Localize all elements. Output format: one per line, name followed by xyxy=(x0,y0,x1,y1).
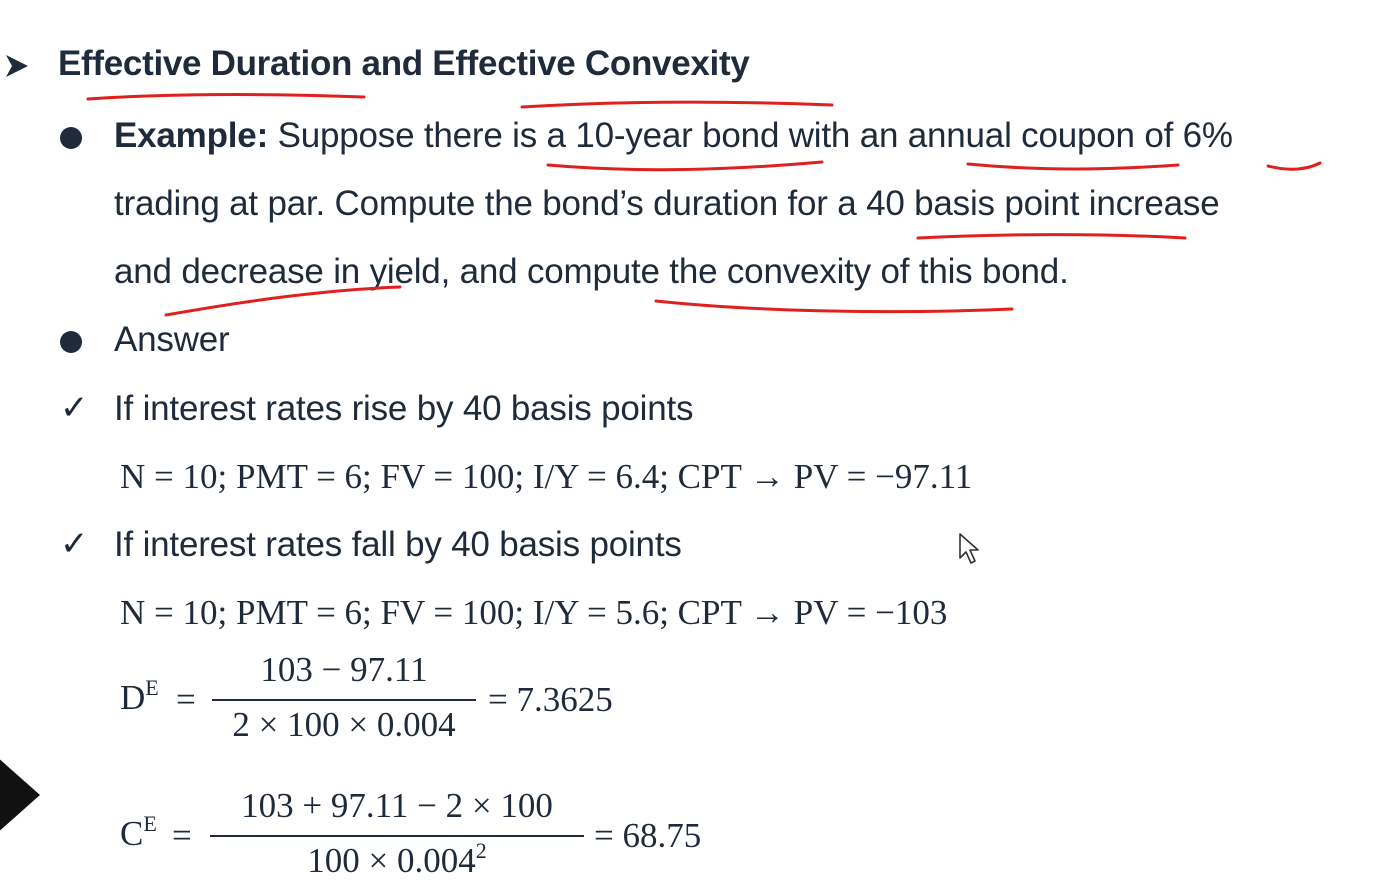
underline-effective-duration xyxy=(88,95,364,99)
convexity-denominator: $100 \times 0.004^2$ xyxy=(307,838,487,880)
convexity-symbol: $C^E$ xyxy=(120,811,157,853)
example-line-3: and decrease in yield, and compute the convexity of this bond. xyxy=(114,252,1069,291)
duration-symbol: $D^E$ xyxy=(120,675,159,717)
mouse-pointer-icon xyxy=(958,532,982,566)
example-line-2: trading at par. Compute the bond’s duration for a 40 basis point increase xyxy=(114,184,1220,223)
underline-10-year-bond xyxy=(548,162,822,170)
convexity-formula xyxy=(0,784,760,892)
duration-numerator: 103 − 97.11 xyxy=(260,650,428,689)
convexity-numerator: 103 + 97.11 − 2 × 100 xyxy=(241,786,553,825)
fall-text: If interest rates fall by 40 basis points xyxy=(114,525,682,564)
example-label: Example: xyxy=(114,116,269,155)
underline-6-percent xyxy=(1268,163,1320,169)
duration-denominator: 2 × 100 × 0.004 xyxy=(232,705,456,744)
answer-label: Answer xyxy=(114,320,230,359)
duration-result: = 7.3625 xyxy=(488,680,613,719)
section-heading: Effective Duration and Effective Convexity xyxy=(58,44,750,83)
example-text-1: Suppose there is a 10-year bond with an annual coupon of 6% xyxy=(277,116,1233,155)
checkmark-icon: ✓ xyxy=(60,525,89,563)
fraction-bar xyxy=(210,835,584,837)
dot-bullet-icon xyxy=(60,127,82,149)
duration-equals: = xyxy=(176,680,196,719)
underline-effective-convexity xyxy=(522,102,832,107)
fall-calculation: N = 10; PMT = 6; FV = 100; I/Y = 5.6; CPT → PV = −103 xyxy=(120,593,948,632)
arrowhead-bullet-icon xyxy=(4,53,30,79)
rise-text: If interest rates rise by 40 basis points xyxy=(114,389,694,428)
convexity-result: = 68.75 xyxy=(594,816,702,855)
convexity-equals: = xyxy=(172,816,192,855)
play-icon[interactable] xyxy=(0,756,42,834)
underline-40-basis-point xyxy=(918,235,1185,238)
dot-bullet-icon xyxy=(60,331,82,353)
underline-annual-coupon xyxy=(968,164,1178,169)
underline-convexity xyxy=(656,301,1012,312)
duration-formula xyxy=(0,648,700,748)
fraction-bar xyxy=(212,699,476,701)
rise-calculation: N = 10; PMT = 6; FV = 100; I/Y = 6.4; CPT → PV = −97.11 xyxy=(120,457,973,496)
checkmark-icon: ✓ xyxy=(60,389,89,427)
example-line-1 xyxy=(114,116,1233,156)
